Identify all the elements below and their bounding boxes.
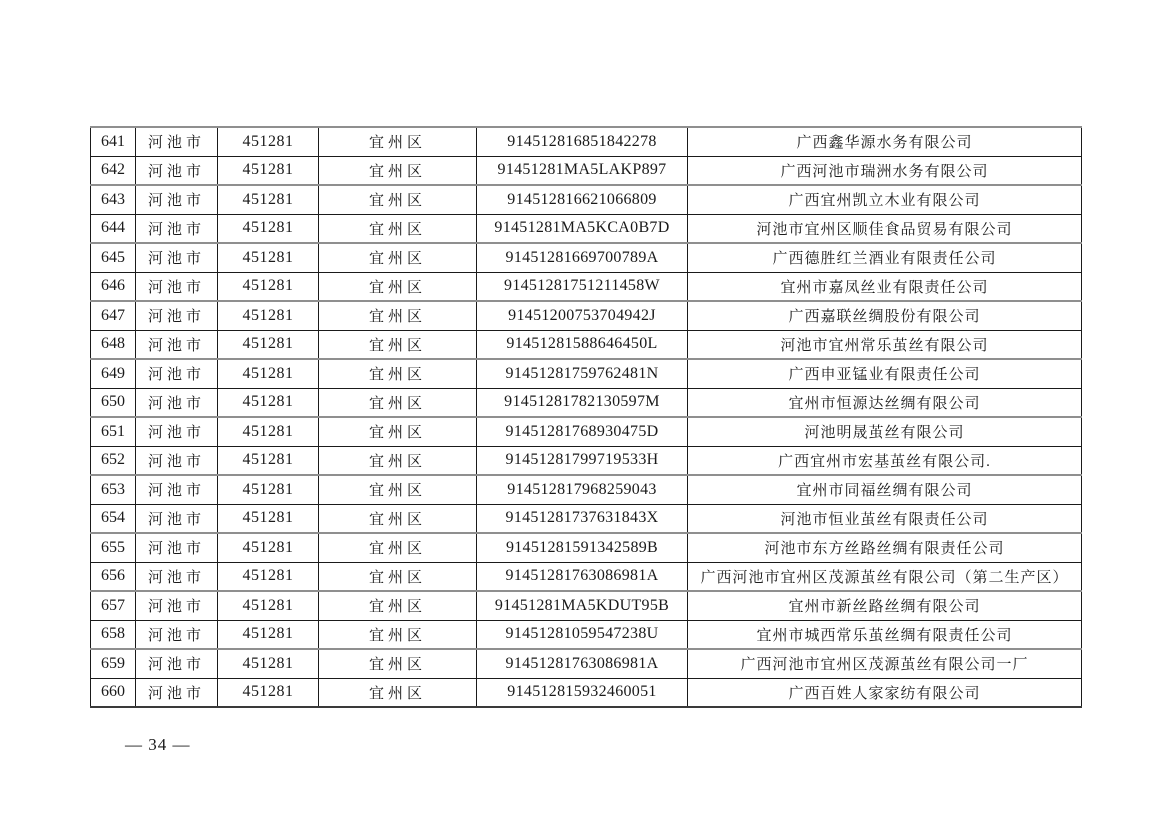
cell-district-name: 宜州区 [319, 620, 477, 649]
table-row [91, 562, 1082, 591]
cell-company-name: 广西宜州凯立木业有限公司 [688, 185, 1082, 214]
table-row [91, 533, 1082, 562]
cell-company-name: 河池明晟茧丝有限公司 [688, 417, 1082, 446]
cell-sequence-number: 645 [91, 243, 136, 272]
table-row [91, 243, 1082, 272]
cell-city-name: 河池市 [136, 504, 218, 533]
cell-company-name: 宜州市新丝路丝绸有限公司 [688, 591, 1082, 620]
cell-city-name: 河池市 [136, 446, 218, 475]
cell-district-name: 宜州区 [319, 214, 477, 243]
cell-sequence-number: 649 [91, 359, 136, 388]
cell-city-code: 451281 [218, 359, 319, 388]
cell-credit-code: 91451281737631843X [477, 504, 688, 533]
cell-credit-code: 914512816851842278 [477, 127, 688, 156]
cell-city-code: 451281 [218, 127, 319, 156]
cell-company-name: 宜州市城西常乐茧丝绸有限责任公司 [688, 620, 1082, 649]
cell-city-code: 451281 [218, 533, 319, 562]
cell-city-name: 河池市 [136, 388, 218, 417]
cell-company-name: 广西宜州市宏基茧丝有限公司. [688, 446, 1082, 475]
cell-company-name: 宜州市同福丝绸有限公司 [688, 475, 1082, 504]
cell-sequence-number: 659 [91, 649, 136, 678]
cell-credit-code: 91451281751211458W [477, 272, 688, 301]
cell-credit-code: 91451281059547238U [477, 620, 688, 649]
cell-sequence-number: 647 [91, 301, 136, 330]
cell-city-name: 河池市 [136, 620, 218, 649]
cell-city-code: 451281 [218, 649, 319, 678]
cell-company-name: 广西河池市瑞洲水务有限公司 [688, 156, 1082, 185]
cell-credit-code: 91451281768930475D [477, 417, 688, 446]
table-row [91, 591, 1082, 620]
cell-city-name: 河池市 [136, 243, 218, 272]
cell-city-name: 河池市 [136, 272, 218, 301]
cell-district-name: 宜州区 [319, 185, 477, 214]
cell-credit-code: 91451281763086981A [477, 649, 688, 678]
cell-credit-code: 91451200753704942J [477, 301, 688, 330]
cell-city-code: 451281 [218, 185, 319, 214]
table-row [91, 446, 1082, 475]
cell-city-name: 河池市 [136, 562, 218, 591]
table-row [91, 678, 1082, 707]
cell-city-code: 451281 [218, 475, 319, 504]
cell-district-name: 宜州区 [319, 475, 477, 504]
cell-credit-code: 91451281MA5KCA0B7D [477, 214, 688, 243]
cell-city-name: 河池市 [136, 649, 218, 678]
cell-credit-code: 914512817968259043 [477, 475, 688, 504]
table-row [91, 620, 1082, 649]
cell-credit-code: 91451281MA5LAKP897 [477, 156, 688, 185]
cell-district-name: 宜州区 [319, 533, 477, 562]
table-row [91, 388, 1082, 417]
cell-city-code: 451281 [218, 214, 319, 243]
cell-city-name: 河池市 [136, 533, 218, 562]
cell-credit-code: 91451281782130597M [477, 388, 688, 417]
cell-city-code: 451281 [218, 591, 319, 620]
cell-city-name: 河池市 [136, 591, 218, 620]
cell-sequence-number: 648 [91, 330, 136, 359]
cell-city-code: 451281 [218, 417, 319, 446]
cell-company-name: 河池市宜州常乐茧丝有限公司 [688, 330, 1082, 359]
cell-city-code: 451281 [218, 446, 319, 475]
cell-company-name: 广西河池市宜州区茂源茧丝有限公司（第二生产区） [688, 562, 1082, 591]
table-row [91, 156, 1082, 185]
cell-district-name: 宜州区 [319, 678, 477, 707]
table-body [91, 127, 1082, 707]
cell-credit-code: 914512816621066809 [477, 185, 688, 214]
table-row [91, 417, 1082, 446]
cell-city-name: 河池市 [136, 214, 218, 243]
cell-district-name: 宜州区 [319, 446, 477, 475]
cell-sequence-number: 650 [91, 388, 136, 417]
cell-city-name: 河池市 [136, 330, 218, 359]
cell-city-code: 451281 [218, 620, 319, 649]
cell-company-name: 广西河池市宜州区茂源茧丝有限公司一厂 [688, 649, 1082, 678]
cell-credit-code: 91451281799719533H [477, 446, 688, 475]
cell-city-name: 河池市 [136, 301, 218, 330]
cell-city-name: 河池市 [136, 678, 218, 707]
table-row [91, 301, 1082, 330]
cell-company-name: 广西德胜红兰酒业有限责任公司 [688, 243, 1082, 272]
cell-city-code: 451281 [218, 388, 319, 417]
cell-credit-code: 91451281763086981A [477, 562, 688, 591]
cell-sequence-number: 656 [91, 562, 136, 591]
cell-company-name: 广西嘉联丝绸股份有限公司 [688, 301, 1082, 330]
cell-company-name: 河池市东方丝路丝绸有限责任公司 [688, 533, 1082, 562]
cell-city-code: 451281 [218, 243, 319, 272]
cell-city-code: 451281 [218, 562, 319, 591]
cell-sequence-number: 660 [91, 678, 136, 707]
cell-sequence-number: 657 [91, 591, 136, 620]
cell-district-name: 宜州区 [319, 591, 477, 620]
cell-company-name: 河池市恒业茧丝有限责任公司 [688, 504, 1082, 533]
cell-credit-code: 91451281588646450L [477, 330, 688, 359]
cell-company-name: 广西申亚锰业有限责任公司 [688, 359, 1082, 388]
cell-city-name: 河池市 [136, 185, 218, 214]
cell-city-code: 451281 [218, 272, 319, 301]
cell-credit-code: 91451281759762481N [477, 359, 688, 388]
cell-district-name: 宜州区 [319, 301, 477, 330]
cell-company-name: 广西鑫华源水务有限公司 [688, 127, 1082, 156]
cell-sequence-number: 644 [91, 214, 136, 243]
cell-district-name: 宜州区 [319, 504, 477, 533]
cell-sequence-number: 643 [91, 185, 136, 214]
cell-district-name: 宜州区 [319, 330, 477, 359]
cell-district-name: 宜州区 [319, 649, 477, 678]
cell-sequence-number: 642 [91, 156, 136, 185]
cell-city-name: 河池市 [136, 127, 218, 156]
cell-company-name: 广西百姓人家家纺有限公司 [688, 678, 1082, 707]
company-registry-table [90, 126, 1082, 708]
cell-city-code: 451281 [218, 156, 319, 185]
cell-sequence-number: 641 [91, 127, 136, 156]
cell-sequence-number: 654 [91, 504, 136, 533]
cell-company-name: 宜州市恒源达丝绸有限公司 [688, 388, 1082, 417]
cell-district-name: 宜州区 [319, 388, 477, 417]
table-row [91, 272, 1082, 301]
cell-company-name: 河池市宜州区顺佳食品贸易有限公司 [688, 214, 1082, 243]
table-row [91, 214, 1082, 243]
table-row [91, 504, 1082, 533]
table-row [91, 127, 1082, 156]
cell-company-name: 宜州市嘉凤丝业有限责任公司 [688, 272, 1082, 301]
cell-city-name: 河池市 [136, 475, 218, 504]
cell-city-code: 451281 [218, 330, 319, 359]
cell-district-name: 宜州区 [319, 156, 477, 185]
table-row [91, 475, 1082, 504]
table-row [91, 649, 1082, 678]
cell-sequence-number: 658 [91, 620, 136, 649]
cell-credit-code: 91451281MA5KDUT95B [477, 591, 688, 620]
cell-city-code: 451281 [218, 301, 319, 330]
cell-credit-code: 914512815932460051 [477, 678, 688, 707]
cell-district-name: 宜州区 [319, 417, 477, 446]
cell-city-name: 河池市 [136, 359, 218, 388]
cell-credit-code: 91451281669700789A [477, 243, 688, 272]
table-row [91, 330, 1082, 359]
cell-district-name: 宜州区 [319, 272, 477, 301]
cell-district-name: 宜州区 [319, 127, 477, 156]
table-row [91, 359, 1082, 388]
cell-city-code: 451281 [218, 678, 319, 707]
cell-city-name: 河池市 [136, 417, 218, 446]
cell-sequence-number: 652 [91, 446, 136, 475]
cell-sequence-number: 651 [91, 417, 136, 446]
cell-city-code: 451281 [218, 504, 319, 533]
cell-sequence-number: 655 [91, 533, 136, 562]
cell-sequence-number: 653 [91, 475, 136, 504]
page-number: — 34 — [125, 735, 191, 754]
cell-sequence-number: 646 [91, 272, 136, 301]
cell-district-name: 宜州区 [319, 562, 477, 591]
cell-city-name: 河池市 [136, 156, 218, 185]
cell-district-name: 宜州区 [319, 243, 477, 272]
cell-district-name: 宜州区 [319, 359, 477, 388]
cell-credit-code: 91451281591342589B [477, 533, 688, 562]
table-row [91, 185, 1082, 214]
